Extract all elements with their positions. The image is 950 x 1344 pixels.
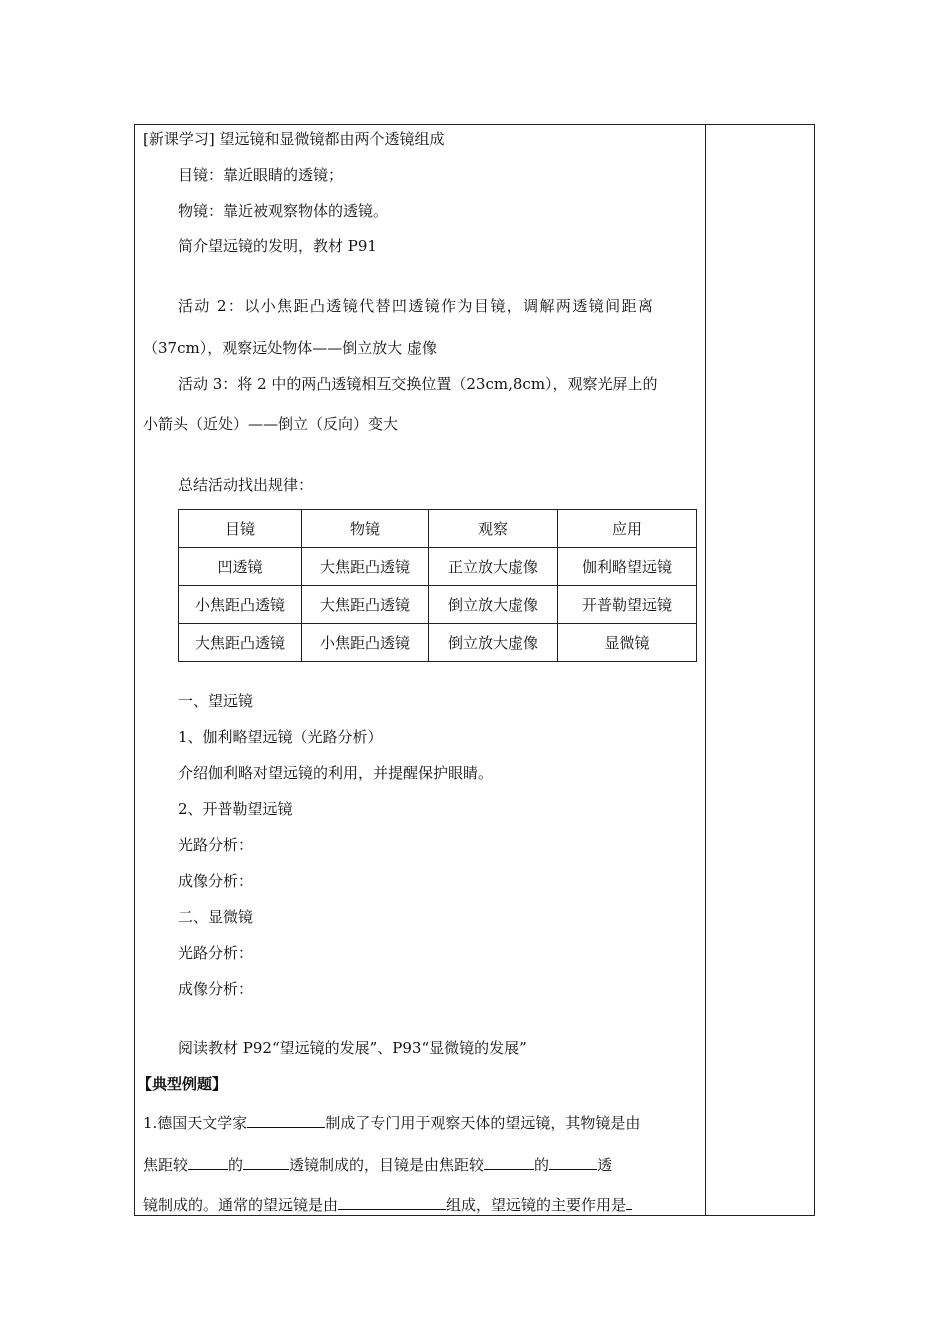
summary-table [178,509,697,662]
table-cell: 倒立放大虚像 [429,586,558,624]
table-row [179,586,697,624]
table-header-cell: 目镜 [179,510,302,548]
question-text: 1.德国天文学家 [143,1114,248,1132]
light-path-label: 光路分析： [178,944,254,962]
galileo-heading: 1、伽利略望远镜（光路分析） [178,728,383,746]
question-text: 制成了专门用于观察天体的望远镜，其物镜是由 [325,1114,641,1132]
reading-note: 阅读教材 P92“望远镜的发展”、P93“显微镜的发展” [178,1039,527,1057]
question-text: 的 [534,1156,550,1174]
section-telescope: 一、望远镜 [178,692,254,710]
lesson-frame [134,124,815,1216]
table-cell: 伽利略望远镜 [558,548,697,586]
intro-line-3: 物镜：靠近被观察物体的透镜。 [178,202,389,220]
question-text: 透 [597,1156,613,1174]
activity3-line-1: 活动 3：将 2 中的两凸透镜相互交换位置（23cm,8cm），观察光屏上的 [178,375,658,393]
question-text: 的 [228,1156,244,1174]
table-cell: 大焦距凸透镜 [302,586,429,624]
galileo-note: 介绍伽利略对望远镜的利用，并提醒保护眼睛。 [178,764,494,782]
intro-line-1: [新课学习] 望远镜和显微镜都由两个透镜组成 [143,130,445,148]
imaging-label: 成像分析： [178,872,254,890]
question-text: 组成，望远镜的主要作用是 [446,1196,627,1214]
question-1-line-1 [143,1111,640,1133]
table-row [179,624,697,662]
examples-heading: 【典型例题】 [137,1075,228,1093]
table-cell: 正立放大虚像 [429,548,558,586]
section-microscope: 二、显微镜 [178,908,254,926]
light-path-label: 光路分析： [178,836,254,854]
answer-blank[interactable] [247,1111,325,1128]
answer-blank[interactable] [484,1153,534,1170]
answer-blank[interactable] [626,1193,632,1210]
question-text: 透镜制成的，目镜是由焦距较 [289,1156,485,1174]
table-cell: 倒立放大虚像 [429,624,558,662]
answer-blank[interactable] [243,1153,289,1170]
question-1-line-2 [143,1153,612,1175]
question-text: 镜制成的。通常的望远镜是由 [143,1196,339,1214]
question-text: 焦距较 [143,1156,189,1174]
table-header-cell: 应用 [558,510,697,548]
table-cell: 小焦距凸透镜 [302,624,429,662]
intro-line-4: 简介望远镜的发明，教材 P91 [178,237,377,255]
table-cell: 开普勒望远镜 [558,586,697,624]
table-header-cell: 观察 [429,510,558,548]
summary-title: 总结活动找出规律： [178,476,314,494]
table-row [179,548,697,586]
table-cell: 大焦距凸透镜 [302,548,429,586]
table-header-cell: 物镜 [302,510,429,548]
question-1-line-3 [143,1193,632,1215]
activity2-line-1: 活动 2：以小焦距凸透镜代替凹透镜作为目镜，调解两透镜间距离 [178,297,655,315]
kepler-heading: 2、开普勒望远镜 [178,800,293,818]
table-cell: 大焦距凸透镜 [179,624,302,662]
table-header-row [179,510,697,548]
table-cell: 小焦距凸透镜 [179,586,302,624]
imaging-label: 成像分析： [178,980,254,998]
activity2-line-2: （37cm），观察远处物体——倒立放大 虚像 [143,339,437,357]
table-cell: 显微镜 [558,624,697,662]
answer-blank[interactable] [188,1153,228,1170]
answer-blank[interactable] [549,1153,597,1170]
table-cell: 凹透镜 [179,548,302,586]
column-divider [705,125,706,1215]
activity3-line-2: 小箭头（近处）——倒立（反向）变大 [143,415,399,433]
answer-blank[interactable] [338,1193,446,1210]
intro-line-2: 目镜：靠近眼睛的透镜； [178,166,344,184]
